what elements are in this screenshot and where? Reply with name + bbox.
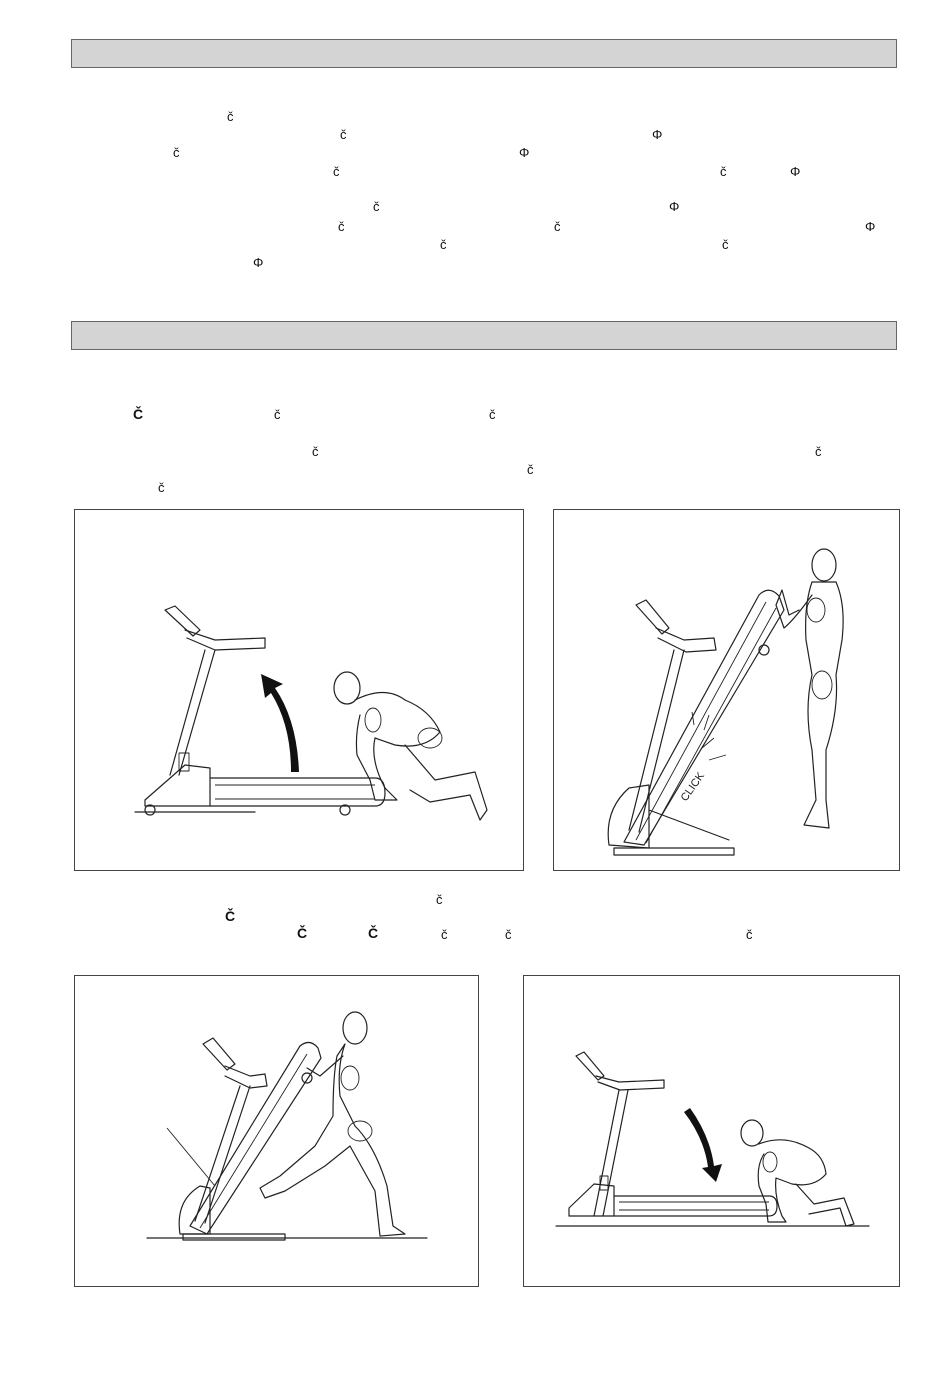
glyph: č — [340, 127, 347, 142]
glyph: č — [527, 462, 534, 477]
glyph: č — [274, 407, 281, 422]
glyph: Č — [297, 925, 308, 941]
glyph: č — [441, 927, 448, 942]
glyph: Č — [368, 925, 379, 941]
glyph: č — [746, 927, 753, 942]
glyph: č — [333, 164, 340, 179]
glyph: č — [489, 407, 496, 422]
glyph: Φ — [519, 145, 530, 160]
glyph: č — [440, 237, 447, 252]
glyph: č — [720, 164, 727, 179]
glyph: Č — [225, 908, 236, 924]
glyph: č — [312, 444, 319, 459]
treadmill-illustration — [75, 510, 525, 872]
glyph: Φ — [669, 199, 680, 214]
glyph: č — [815, 444, 822, 459]
glyph: Č — [133, 406, 144, 422]
glyph: č — [338, 219, 345, 234]
figure-2-locked-upright — [553, 509, 900, 871]
glyph: č — [227, 109, 234, 124]
glyph: č — [158, 480, 165, 495]
treadmill-illustration — [554, 510, 901, 872]
figure-3-release-lock — [74, 975, 479, 1287]
glyph: Φ — [652, 127, 663, 142]
section-header-bar-1 — [71, 39, 897, 68]
click-label: CLICK — [678, 770, 708, 804]
treadmill-illustration — [524, 976, 901, 1288]
section-header-bar-2 — [71, 321, 897, 350]
figure-4-lower-deck — [523, 975, 900, 1287]
glyph: č — [373, 199, 380, 214]
glyph: č — [722, 237, 729, 252]
glyph: č — [554, 219, 561, 234]
glyph: č — [173, 145, 180, 160]
glyph: č — [505, 927, 512, 942]
glyph: Φ — [253, 255, 264, 270]
glyph: Φ — [790, 164, 801, 179]
figure-1-unfold-lift — [74, 509, 524, 871]
glyph: Φ — [865, 219, 876, 234]
glyph: č — [436, 892, 443, 907]
treadmill-illustration — [75, 976, 480, 1288]
